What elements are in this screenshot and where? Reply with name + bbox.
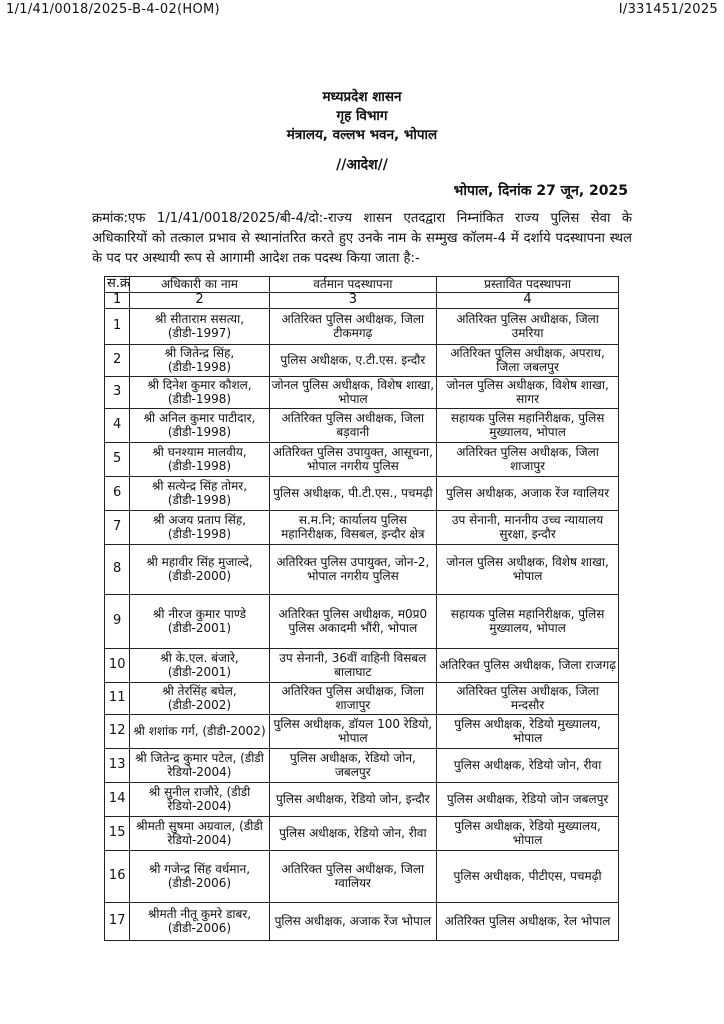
officer-name: श्री सत्येन्द्र सिंह तोमर, (डीडी-1998) bbox=[130, 476, 269, 510]
current-posting: अतिरिक्त पुलिस अधीक्षक, जिला बड़वानी bbox=[269, 408, 437, 442]
officer-name: श्री जितेन्द्र सिंह, (डीडी-1998) bbox=[130, 344, 269, 376]
table-row bbox=[105, 782, 619, 816]
current-posting: उप सेनानी, 36वीं वाहिनी विसबल बालाघाट bbox=[269, 648, 437, 682]
table-row bbox=[105, 748, 619, 782]
proposed-posting: उप सेनानी, माननीय उच्च न्यायालय सुरक्षा, इन्दौर bbox=[437, 510, 619, 544]
table-row bbox=[105, 682, 619, 714]
column-number: 2 bbox=[130, 292, 269, 308]
proposed-posting: अतिरिक्त पुलिस अधीक्षक, रेल भोपाल bbox=[437, 902, 619, 940]
table-row bbox=[105, 902, 619, 940]
officer-name: श्रीमती सुषमा अग्रवाल, (डीडी रेडियो-2004) bbox=[130, 816, 269, 850]
officer-name: श्री शशांक गर्ग, (डीडी-2002) bbox=[130, 714, 269, 748]
proposed-posting: पुलिस अधीक्षक, रेडियो जोन, रीवा bbox=[437, 748, 619, 782]
officer-name: श्री गजेन्द्र सिंह वर्धमान, (डीडी-2006) bbox=[130, 850, 269, 902]
row-serial: 4 bbox=[105, 408, 130, 442]
officer-name: श्री महावीर सिंह मुजाल्दे, (डीडी-2000) bbox=[130, 544, 269, 594]
header-current-posting: वर्तमान पदस्थापना bbox=[269, 277, 437, 293]
current-posting: अतिरिक्त पुलिस उपायुक्त, जोन-2, भोपाल नगरीय पुलिस bbox=[269, 544, 437, 594]
current-posting: पुलिस अधीक्षक, रेडियो जोन, इन्दौर bbox=[269, 782, 437, 816]
officer-name: श्रीमती नीतू कुमरे डाबर, (डीडी-2006) bbox=[130, 902, 269, 940]
proposed-posting: जोनल पुलिस अधीक्षक, विशेष शाखा, भोपाल bbox=[437, 544, 619, 594]
row-serial: 7 bbox=[105, 510, 130, 544]
proposed-posting: पुलिस अधीक्षक, रेडियो जोन जबलपुर bbox=[437, 782, 619, 816]
order-date: भोपाल, दिनांक 27 जून, 2025 bbox=[453, 183, 628, 199]
current-posting: पुलिस अधीक्षक, पी.टी.एस., पचमढ़ी bbox=[269, 476, 437, 510]
proposed-posting: अतिरिक्त पुलिस अधीक्षक, जिला मन्दसौर bbox=[437, 682, 619, 714]
row-serial: 1 bbox=[105, 308, 130, 344]
current-posting: अतिरिक्त पुलिस अधीक्षक, म0प्र0 पुलिस अकादमी भौंरी, भोपाल bbox=[269, 594, 437, 648]
officer-name: श्री अजय प्रताप सिंह, (डीडी-1998) bbox=[130, 510, 269, 544]
proposed-posting: अतिरिक्त पुलिस अधीक्षक, जिला उमरिया bbox=[437, 308, 619, 344]
proposed-posting: सहायक पुलिस महानिरीक्षक, पुलिस मुख्यालय, भोपाल bbox=[437, 594, 619, 648]
current-posting: अतिरिक्त पुलिस अधीक्षक, जिला ग्वालियर bbox=[269, 850, 437, 902]
row-serial: 2 bbox=[105, 344, 130, 376]
officer-name: श्री घनश्याम मालवीय, (डीडी-1998) bbox=[130, 442, 269, 476]
table-row bbox=[105, 344, 619, 376]
proposed-posting: सहायक पुलिस महानिरीक्षक, पुलिस मुख्यालय, भोपाल bbox=[437, 408, 619, 442]
order-intro-paragraph: क्रमांक:एफ 1/1/41/0018/2025/बी-4/दो:-राज्य शासन एतदद्वारा निम्नांकित राज्य पुलिस सेवा के अधिकारियों को तत्काल प्रभाव से स्थानांतरित करते हुए उनके नाम के सम्मुख कॉलम-4 में दर्शाये पदस्थापना स्थल के पद पर अस्थायी रूप से आगामी आदेश तक पदस्थ किया जाता है:- bbox=[92, 211, 632, 266]
row-serial: 12 bbox=[105, 714, 130, 748]
row-serial: 15 bbox=[105, 816, 130, 850]
table-row bbox=[105, 308, 619, 344]
current-posting: अतिरिक्त पुलिस उपायुक्त, आसूचना, भोपाल नगरीय पुलिस bbox=[269, 442, 437, 476]
row-serial: 17 bbox=[105, 902, 130, 940]
officer-name: श्री के.एल. बंजारे, (डीडी-2001) bbox=[130, 648, 269, 682]
file-reference: 1/1/41/0018/2025-B-4-02(HOM) bbox=[6, 2, 220, 17]
proposed-posting: पुलिस अधीक्षक, अजाक रेंज ग्वालियर bbox=[437, 476, 619, 510]
table-row bbox=[105, 476, 619, 510]
row-serial: 11 bbox=[105, 682, 130, 714]
department-name: गृह विभाग bbox=[336, 108, 388, 124]
proposed-posting: पुलिस अधीक्षक, पीटीएस, पचमढ़ी bbox=[437, 850, 619, 902]
current-posting: जोनल पुलिस अधीक्षक, विशेष शाखा, भोपाल bbox=[269, 376, 437, 408]
current-posting: पुलिस अधीक्षक, डॉयल 100 रेडियो, भोपाल bbox=[269, 714, 437, 748]
header-proposed-posting: प्रस्तावित पदस्थापना bbox=[437, 277, 619, 293]
row-serial: 9 bbox=[105, 594, 130, 648]
proposed-posting: अतिरिक्त पुलिस अधीक्षक, अपराध, जिला जबलपुर bbox=[437, 344, 619, 376]
order-title: //आदेश// bbox=[336, 157, 388, 173]
row-serial: 16 bbox=[105, 850, 130, 902]
officer-name: श्री अनिल कुमार पाटीदार, (डीडी-1998) bbox=[130, 408, 269, 442]
proposed-posting: जोनल पुलिस अधीक्षक, विशेष शाखा, सागर bbox=[437, 376, 619, 408]
officer-name: श्री सीताराम ससत्या, (डीडी-1997) bbox=[130, 308, 269, 344]
proposed-posting: पुलिस अधीक्षक, रेडियो मुख्यालय, भोपाल bbox=[437, 816, 619, 850]
government-name: मध्यप्रदेश शासन bbox=[322, 89, 402, 105]
current-posting: पुलिस अधीक्षक, अजाक रेंज भोपाल bbox=[269, 902, 437, 940]
row-serial: 6 bbox=[105, 476, 130, 510]
current-posting: पुलिस अधीक्षक, रेडियो जोन, जबलपुर bbox=[269, 748, 437, 782]
table-row bbox=[105, 648, 619, 682]
office-header bbox=[0, 88, 724, 145]
table-row bbox=[105, 714, 619, 748]
officer-name: श्री सुनील राजौरे, (डीडी रेडियो-2004) bbox=[130, 782, 269, 816]
table-row bbox=[105, 442, 619, 476]
proposed-posting: अतिरिक्त पुलिस अधीक्षक, जिला शाजापुर bbox=[437, 442, 619, 476]
officer-name: श्री जितेन्द्र कुमार पटेल, (डीडी रेडियो-2004) bbox=[130, 748, 269, 782]
row-serial: 8 bbox=[105, 544, 130, 594]
officer-name: श्री नीरज कुमार पाण्डे (डीडी-2001) bbox=[130, 594, 269, 648]
table-body bbox=[105, 308, 619, 940]
row-serial: 10 bbox=[105, 648, 130, 682]
column-number: 4 bbox=[437, 292, 619, 308]
table-row bbox=[105, 544, 619, 594]
table-row bbox=[105, 850, 619, 902]
ministry-address: मंत्रालय, वल्लभ भवन, भोपाल bbox=[286, 127, 438, 143]
officer-name: श्री दिनेश कुमार कौशल, (डीडी-1998) bbox=[130, 376, 269, 408]
table-row bbox=[105, 408, 619, 442]
current-posting: पुलिस अधीक्षक, ए.टी.एस. इन्दौर bbox=[269, 344, 437, 376]
table-row bbox=[105, 376, 619, 408]
proposed-posting: पुलिस अधीक्षक, रेडियो मुख्यालय, भोपाल bbox=[437, 714, 619, 748]
column-number-row bbox=[105, 292, 619, 308]
row-serial: 14 bbox=[105, 782, 130, 816]
column-number: 1 bbox=[105, 292, 130, 308]
row-serial: 5 bbox=[105, 442, 130, 476]
table-row bbox=[105, 594, 619, 648]
column-number: 3 bbox=[269, 292, 437, 308]
officer-name: श्री तेरसिंह बघेल, (डीडी-2002) bbox=[130, 682, 269, 714]
row-serial: 3 bbox=[105, 376, 130, 408]
table-header-row bbox=[105, 277, 619, 293]
table-row bbox=[105, 510, 619, 544]
header-serial: स.क्रं bbox=[105, 277, 130, 293]
document-number: I/331451/2025 bbox=[618, 2, 718, 17]
row-serial: 13 bbox=[105, 748, 130, 782]
header-officer-name: अधिकारी का नाम bbox=[130, 277, 269, 293]
transfer-table bbox=[104, 276, 619, 941]
table-row bbox=[105, 816, 619, 850]
current-posting: स.म.नि; कार्यालय पुलिस महानिरीक्षक, विसबल, इन्दौर क्षेत्र bbox=[269, 510, 437, 544]
proposed-posting: अतिरिक्त पुलिस अधीक्षक, जिला राजगढ़ bbox=[437, 648, 619, 682]
current-posting: अतिरिक्त पुलिस अधीक्षक, जिला टीकमगढ़ bbox=[269, 308, 437, 344]
current-posting: पुलिस अधीक्षक, रेडियो जोन, रीवा bbox=[269, 816, 437, 850]
current-posting: अतिरिक्त पुलिस अधीक्षक, जिला शाजापुर bbox=[269, 682, 437, 714]
